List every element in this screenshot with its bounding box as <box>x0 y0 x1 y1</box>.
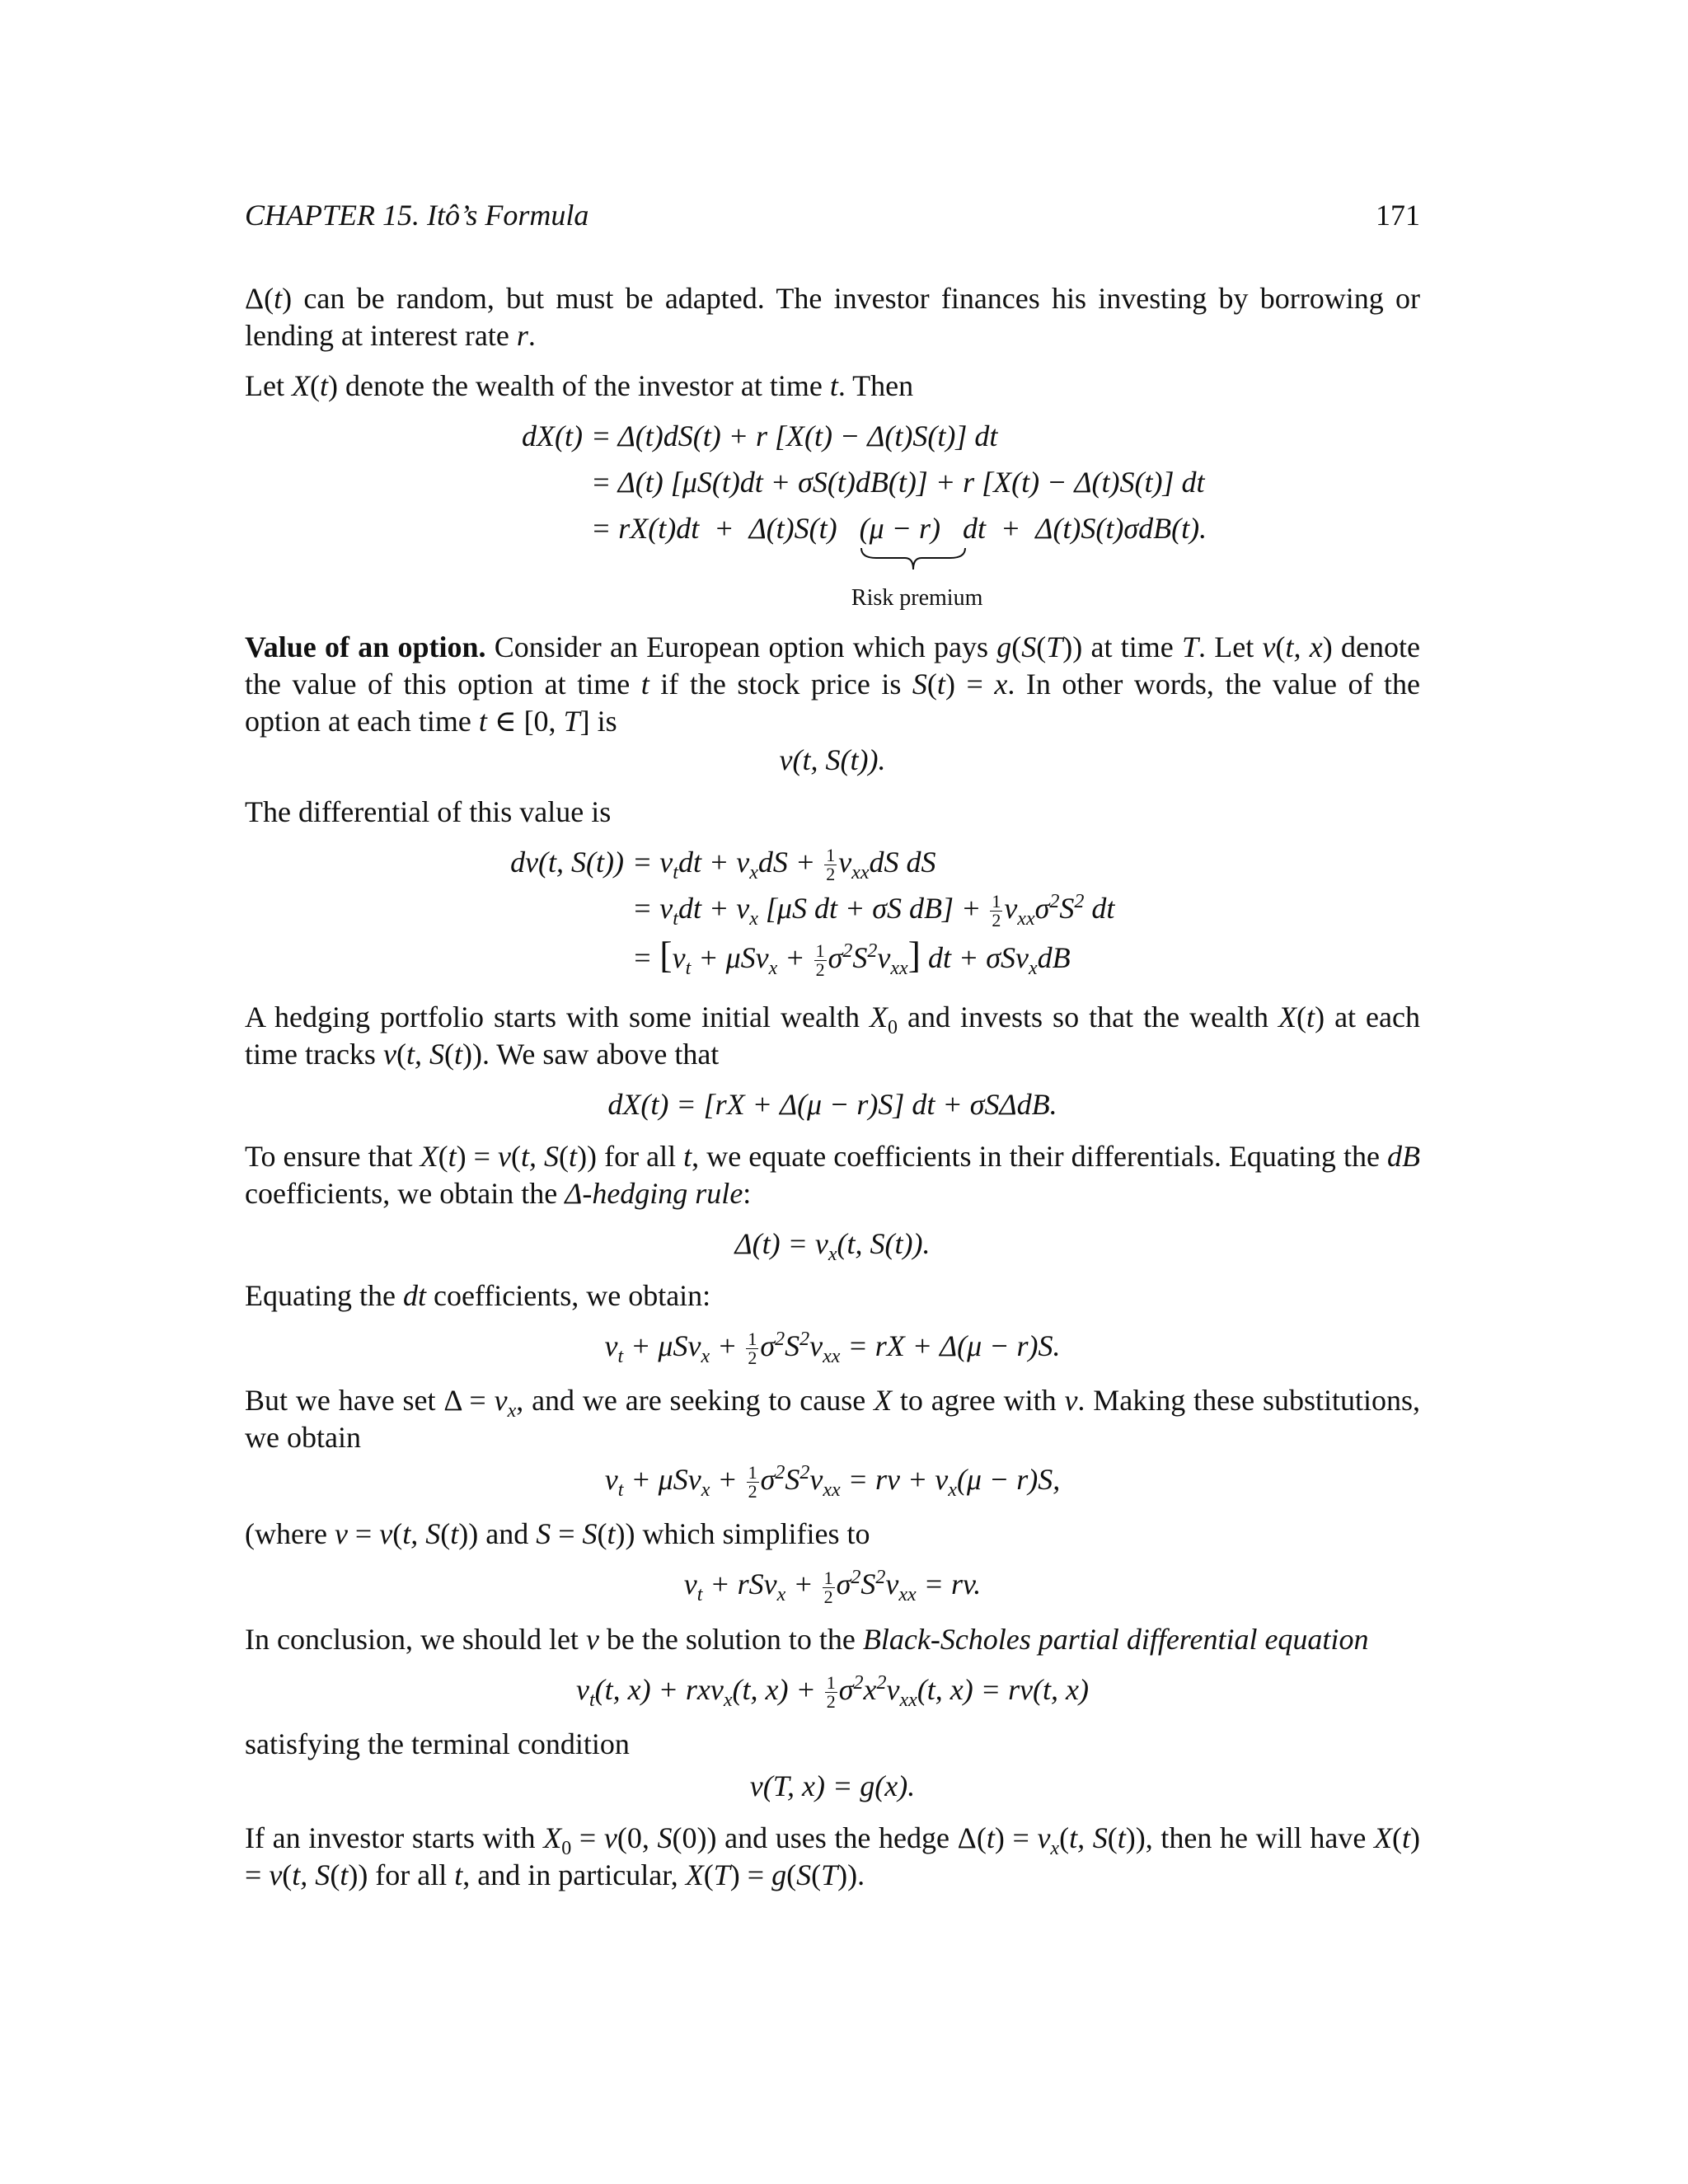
paragraph-simplifies: (where v = v(t, S(t)) and S = S(t)) which simplifies to <box>245 1517 870 1551</box>
equation-delta-hedging: $\Delta(t) = v_x(t$, S(t)). <box>734 1227 931 1266</box>
underbrace-icon <box>860 546 967 571</box>
equation-dt-coefficients: $v_t + \mu Sv_x$ + $\frac{1}{2}$ $\sigma^2S^2v_{xx}$ = rX + Δ(μ − r)S. <box>604 1329 1061 1369</box>
paragraph-delta-adapted: Δ(t) can be random, but must be adapted. The investor finances his investing by borrowing or lending at interest rate r. <box>245 282 1420 352</box>
paragraph-hedging-portfolio: A hedging portfolio starts with some initial wealth $X_0$ and invests so that the wealth X(t) at each time tracks v(t, S(t)). We saw above that <box>245 1001 1420 1071</box>
paragraph-equate-coefficients: To ensure that X(t) = v(t, S(t)) for all t, we equate coefficients in their differentials. Equating the dB coefficients, we obtain the Δ-hedging rule: <box>245 1140 1420 1210</box>
equation-option-value: v(t, S(t)). <box>779 743 886 776</box>
paragraph-dt-coefficients: Equating the dt coefficients, we obtain: <box>245 1279 711 1312</box>
page-number: 171 <box>1376 199 1420 232</box>
paragraph-final-hedge: If an investor starts with $X_0 = v(0$, S(0)) and uses the hedge $\Delta(t) = v_x(t$, S(t)), then he will have X(t) = v(t, S(t)) for all t, and in particular, X(T) = g(S(T)). <box>245 1821 1420 1891</box>
paragraph-terminal-condition: satisfying the terminal condition <box>245 1727 630 1760</box>
equation-simplified: $v_t + rSv_x$ + $\frac{1}{2}$ $\sigma^2S^2v_{xx}$ = rv. <box>683 1567 982 1607</box>
paragraph-value-of-option: Value of an option. Consider an European option which pays g(S(T)) at time T. Let v(t, x) denote the value of this option at time t if the stock price is S(t) = x. In other words, the value of the option at each time t ∈ [0, T] is <box>245 630 1420 738</box>
running-header <box>245 198 1420 232</box>
paragraph-wealth-intro: Let X(t) denote the wealth of the investor at time t. Then <box>245 369 914 402</box>
paragraph-differential-intro: The differential of this value is <box>245 795 612 828</box>
risk-premium-brace: (μ − r) Risk premium <box>860 510 940 547</box>
equation-dv: dv(t, S(t)) = $v_tdt + v_xdS$ + $\frac{1}{2}$ $v_{xx}dS$ dS = $v_tdt + v_x$ [μS dt + σS dB] + $\frac{1}{2}$ $v_{xx}\sigma^2S^2$ dt = [$v_t + \mu Sv_x$ + $\frac{1}{2}$ $\sigma^2S^2v_{xx}$] dt + σSv$_x$dB <box>510 845 1115 981</box>
equation-dX: dX(t) = [rX + Δ(μ − r)S] dt + σSΔdB. <box>607 1088 1057 1121</box>
chapter-title: CHAPTER 15. Itô’s Formula <box>245 199 589 232</box>
equation-terminal-condition: v(T, x) = g(x). <box>749 1769 916 1802</box>
paragraph-conclusion: In conclusion, we should let v be the solution to the Black-Scholes partial differential equation <box>245 1622 1369 1656</box>
risk-premium-label: Risk premium <box>851 585 983 611</box>
paragraph-substitutions: But we have set $\Delta = v_x$, and we are seeking to cause X to agree with v. Making these substitutions, we obtain <box>245 1384 1421 1455</box>
equation-wealth-dynamics: dX(t) = Δ(t)dS(t) + r [X(t) − Δ(t)S(t)] dt = Δ(t) [μS(t)dt + σS(t)dB(t)] + r [X(t) − Δ(t)S(t)] dt = rX(t)dt + Δ(t)S(t) (μ − r) Risk premium dt + Δ(t)S(t)σdB(t). <box>426 418 1420 601</box>
equation-substituted: $v_t + \mu Sv_x$ + $\frac{1}{2}$ $\sigma^2S^2v_{xx}$ = rv + $v_x(\mu - r)S$, <box>604 1462 1061 1502</box>
page-body <box>245 280 1420 1907</box>
equation-black-scholes: $v_t(t$, x) + rxv$_x$(t, x) + $\frac{1}{2}$ $\sigma^2x^2v_{xx}(t$, x) = rv(t, x) <box>575 1671 1090 1712</box>
section-heading: Value of an option. <box>245 630 486 663</box>
